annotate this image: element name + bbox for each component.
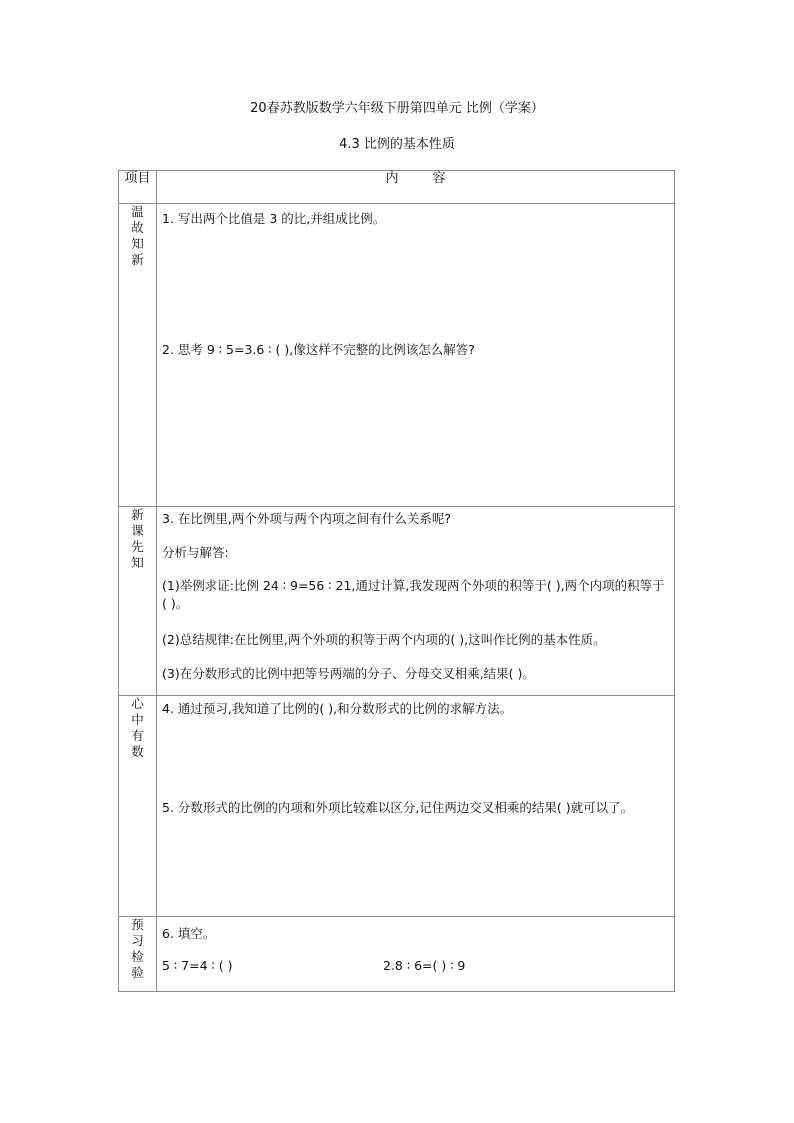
question-3-part-1: (1)举例求证:比例 24 ∶ 9=56 ∶ 21,通过计算,我发现两个外项的积等于( ),两个内项的积等于( )。 bbox=[162, 578, 665, 611]
section-content bbox=[157, 696, 675, 917]
fill-blank-1: 5 ∶ 7=4 ∶ ( ) bbox=[162, 958, 233, 973]
worksheet-table bbox=[118, 170, 675, 992]
table-row bbox=[119, 696, 675, 917]
section-content bbox=[157, 204, 675, 507]
question-4: 4. 通过预习,我知道了比例的( ),和分数形式的比例的求解方法。 bbox=[162, 701, 513, 716]
section-label: 心中有数 bbox=[131, 696, 144, 759]
table-row bbox=[119, 507, 675, 696]
section-label-cell bbox=[119, 204, 157, 507]
section-content bbox=[157, 917, 675, 992]
question-3: 3. 在比例里,两个外项与两个内项之间有什么关系呢? bbox=[162, 511, 452, 526]
section-content bbox=[157, 507, 675, 696]
question-3-part-2: (2)总结规律:在比例里,两个外项的积等于两个内项的( ),这叫作比例的基本性质。 bbox=[162, 632, 606, 647]
table-row bbox=[119, 204, 675, 507]
analysis-heading: 分析与解答: bbox=[162, 545, 229, 560]
section-label-cell bbox=[119, 696, 157, 917]
section-label-cell bbox=[119, 507, 157, 696]
header-project: 项目 bbox=[119, 171, 157, 204]
question-1: 1. 写出两个比值是 3 的比,并组成比例。 bbox=[162, 211, 386, 226]
table-row bbox=[119, 917, 675, 992]
fill-blank-2: 2.8 ∶ 6=( ) ∶ 9 bbox=[383, 958, 466, 973]
question-3-part-3: (3)在分数形式的比例中把等号两端的分子、分母交叉相乘,结果( )。 bbox=[162, 666, 535, 681]
section-label: 新课先知 bbox=[131, 507, 144, 570]
header-content-char-2: 容 bbox=[432, 171, 446, 186]
section-label: 预习检验 bbox=[131, 917, 144, 980]
table-header-row bbox=[119, 171, 675, 204]
document-title: 20春苏教版数学六年级下册第四单元 比例（学案） bbox=[250, 101, 544, 116]
question-6: 6. 填空。 bbox=[162, 926, 216, 941]
question-5: 5. 分数形式的比例的内项和外项比较难以区分,记住两边交叉相乘的结果( )就可以了。 bbox=[162, 800, 634, 815]
question-2: 2. 思考 9 ∶ 5=3.6 ∶ ( ),像这样不完整的比例该怎么解答? bbox=[162, 342, 475, 357]
header-content-char-1: 内 bbox=[385, 171, 399, 186]
section-label-cell bbox=[119, 917, 157, 992]
section-label: 温故知新 bbox=[131, 204, 144, 267]
header-content bbox=[157, 171, 675, 204]
document-subtitle: 4.3 比例的基本性质 bbox=[339, 137, 455, 152]
